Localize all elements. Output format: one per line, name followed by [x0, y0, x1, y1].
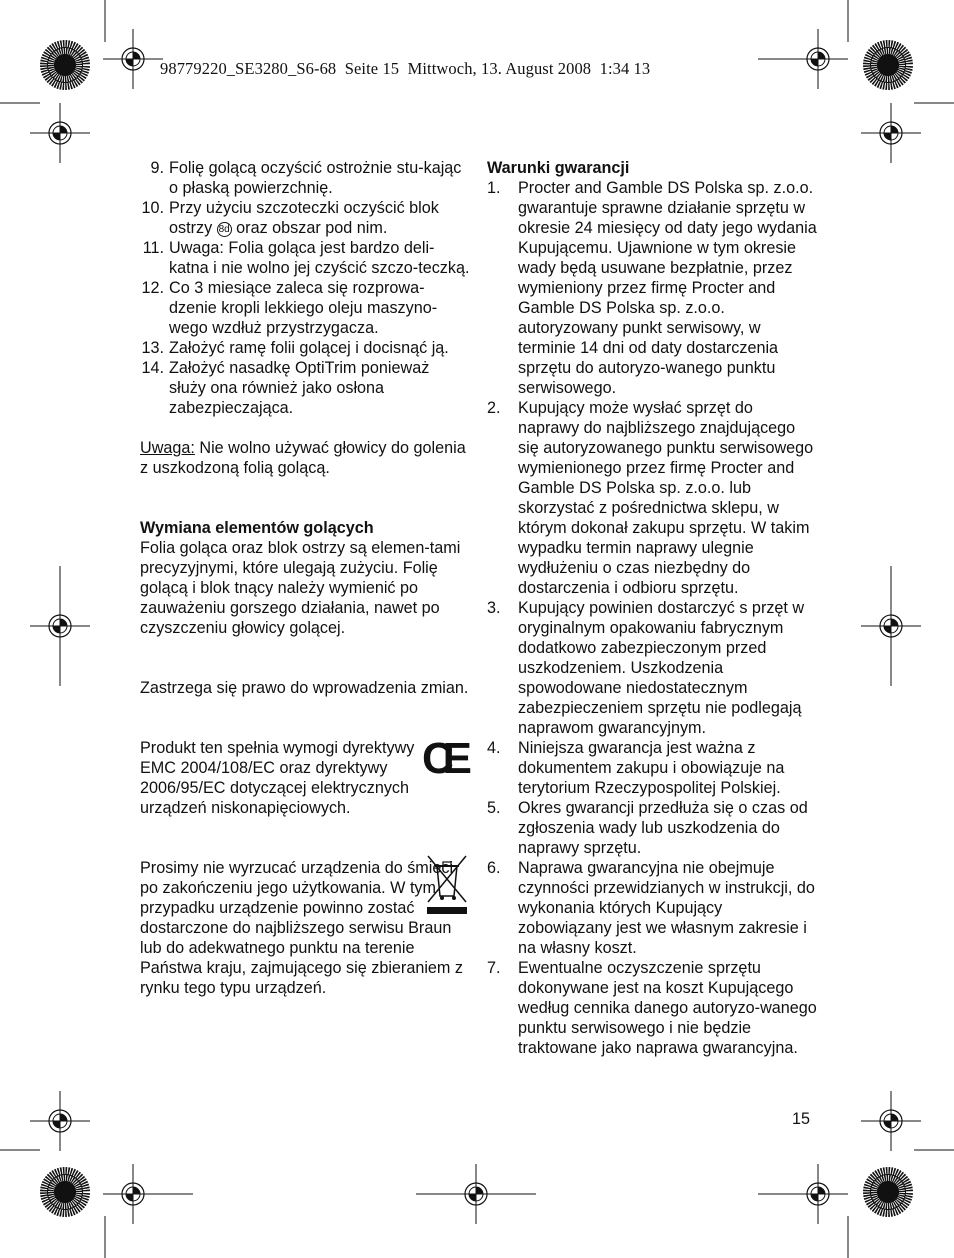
- warranty-item: 7. Ewentualne oczyszczenie sprzętu dokonywane jest na koszt Kupującego według cennika danego autoryzo-wanego punktu serwisowego i nie będzie traktowane jako naprawa gwarancyjna.: [487, 959, 817, 1057]
- left-column: [140, 158, 470, 998]
- svg-text:CE: CE: [422, 738, 472, 778]
- ce-text: Produkt ten spełnia wymogi dyrektywy EMC 2004/108/EC oraz dyrektywy 2006/95/EC dotyczącej elektrycznych urządzeń niskonapięciowych.: [140, 739, 415, 817]
- warranty-item: 6. Naprawa gwarancyjna nie obejmuje czynności przewidzianych w instrukcji, do wykonania których Kupujący zobowiązany jest we własnym zakresie i na własny koszt.: [487, 859, 815, 957]
- list-item: 12. Co 3 miesiące zaleca się rozprowa-dzenie kropli lekkiego oleju maszyno-wego wzdłuż przystrzygacza.: [141, 279, 438, 337]
- section-title: Wymiana elementów golących: [140, 519, 374, 537]
- print-header: 98779220_SE3280_S6-68 Seite 15 Mittwoch, 13. August 2008 1:34 13: [160, 59, 651, 78]
- warranty-title: Warunki gwarancji: [487, 159, 630, 177]
- crossed-bin-icon: [424, 852, 470, 914]
- section-text: Folia goląca oraz blok ostrzy są elemen-tami precyzyjnymi, które ulegają zużyciu. Folię golącą i blok tnący należy wymienić po zauważeniu gorszego działania, nawet po czyszczeniu głowicy golącej.: [140, 539, 461, 637]
- reserve-text: Zastrzega się prawo do wprowadzenia zmian.: [140, 679, 469, 697]
- part-symbol: 8d: [218, 224, 230, 235]
- warranty-item: 4. Niniejsza gwarancja jest ważna z dokumentem zakupu i obowiązuje na terytorium Rzeczypospolitej Polskiej.: [487, 739, 785, 797]
- ce-block: [140, 738, 470, 818]
- ce-mark-icon: [422, 738, 474, 778]
- list-item: 9. Folię golącą oczyścić ostrożnie stu-kając o płaską powierzchnię.: [150, 159, 462, 197]
- list-item: 13. Założyć ramę folii golącej i docisnąć ją.: [141, 339, 449, 357]
- warranty-item: 2. Kupujący może wysłać sprzęt do naprawy do najbliższego znajdującego się autoryzowanego punktu serwisowego wymienionego przez firmę Procter and Gamble DS Polska sp. z.o.o. lub skorzystać z pośrednictwa sklepu, w którym dokonał zakupu sprzętu. W takim wypadku termin naprawy ulegnie wydłużeniu o czas niezbędny do dostarczenia i odbioru sprzętu.: [487, 399, 814, 597]
- weee-text-body: Prosimy nie wyrzucać urządzenia do śmieci po zakończeniu jego użytkowania. W tym przypadku urządzenie powinno zostać dostarczone do najbliższego serwisu Braun lub do adekwatnego punktu na terenie Państwa kraju, zajmującego się zbieraniem z rynku tego typu urządzeń.: [140, 859, 463, 997]
- warranty-item: 5. Okres gwarancji przedłuża się o czas od zgłoszenia wady lub uszkodzenia do naprawy sprzętu.: [487, 799, 808, 857]
- list-item: 10. Przy użyciu szczoteczki oczyścić blok ostrzy 8d oraz obszar pod nim.: [141, 199, 439, 237]
- right-column: [487, 158, 817, 1058]
- weee-block: [140, 858, 470, 998]
- list-item: 14. Założyć nasadkę OptiTrim ponieważ służy ona również jako osłona zabezpieczająca.: [141, 359, 430, 417]
- warning-note: Uwaga: Nie wolno używać głowicy do golenia z uszkodzoną folią golącą.: [140, 439, 466, 477]
- list-item: 11. Uwaga: Folia goląca jest bardzo deli-katna i nie wolno jej czyścić szczo-teczką.: [142, 239, 470, 277]
- warranty-item: 3. Kupujący powinien dostarczyć s przęt w oryginalnym opakowaniu fabrycznym dodatkowo zabezpieczonym przed uszkodzeniem. Uszkodzenia spowodowane niedostatecznym zabezpieczeniem sprzętu nie podlegają naprawom gwarancyjnym.: [487, 599, 805, 737]
- page-number: 15: [792, 1110, 811, 1128]
- warranty-item: 1. Procter and Gamble DS Polska sp. z.o.o. gwarantuje sprawne działanie sprzętu w okresie 24 miesięcy od daty jego wydania Kupującemu. Ujawnione w tym okresie wady będą usuwane bezpłatnie, przez wymieniony przez firmę Procter and Gamble DS Polska sp. z.o.o. autoryzowany punkt serwisowy, w terminie 14 dni od daty dostarczenia sprzętu do autoryzo-wanego punktu serwisowego.: [487, 179, 817, 397]
